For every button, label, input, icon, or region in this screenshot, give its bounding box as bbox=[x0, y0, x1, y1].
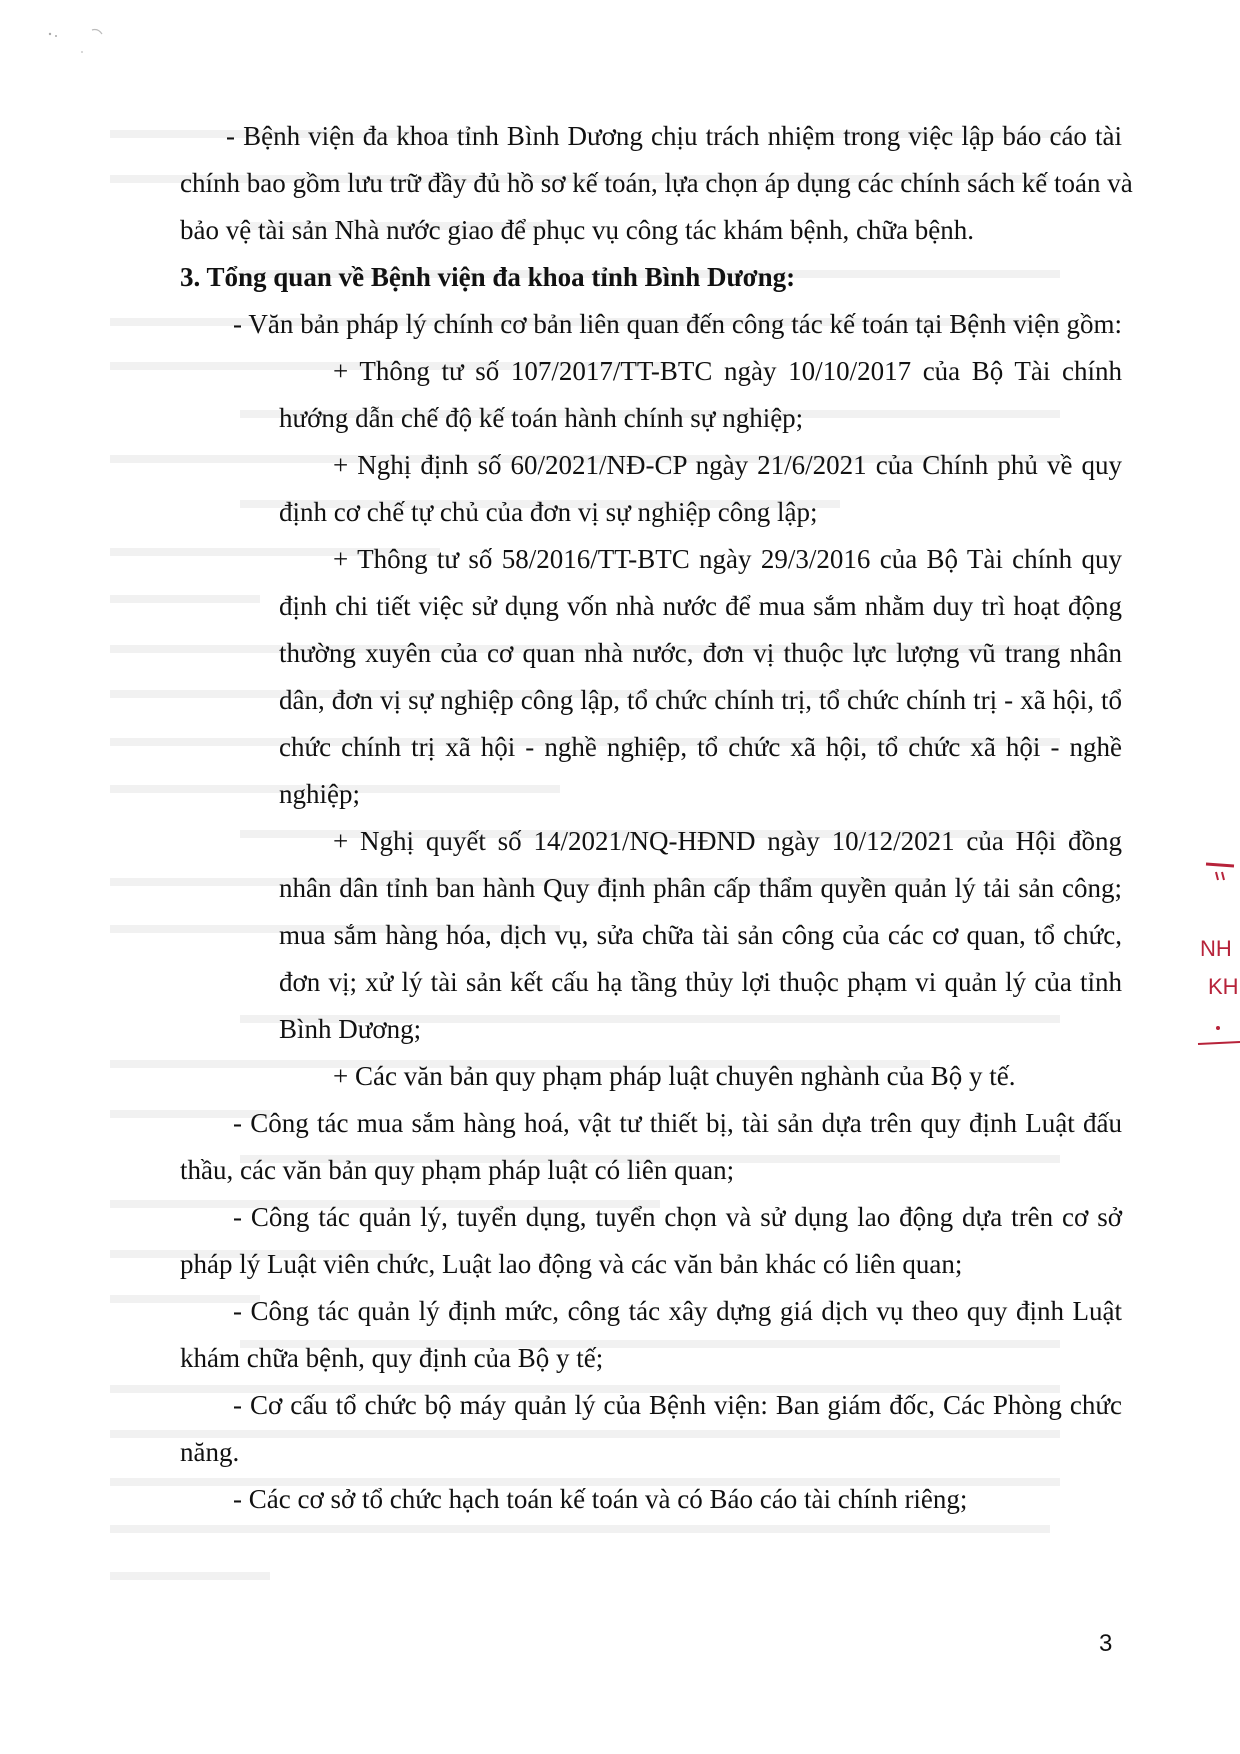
stamp-text: KH bbox=[1208, 974, 1239, 999]
list-item-continued: hướng dẫn chế độ kế toán hành chính sự nghiệp; bbox=[279, 403, 804, 433]
paragraph-line: chính bao gồm lưu trữ đầy đủ hồ sơ kế toán, lựa chọn áp dụng các chính sách kế toán và bbox=[180, 168, 1133, 198]
list-item-continued: định chi tiết việc sử dụng vốn nhà nước để mua sắm nhằm duy trì hoạt động bbox=[279, 591, 1122, 621]
paragraph-line: năng. bbox=[180, 1437, 240, 1467]
list-item-continued: nghiệp; bbox=[279, 779, 360, 809]
list-item: + Thông tư số 107/2017/TT-BTC ngày 10/10/2017 của Bộ Tài chính bbox=[333, 356, 1122, 386]
stamp-text: NH bbox=[1200, 936, 1232, 961]
paragraph-line: - Công tác quản lý định mức, công tác xây dựng giá dịch vụ theo quy định Luật bbox=[233, 1296, 1122, 1326]
paragraph-line: bảo vệ tài sản Nhà nước giao để phục vụ công tác khám bệnh, chữa bệnh. bbox=[180, 215, 975, 245]
paragraph-line: khám chữa bệnh, quy định của Bộ y tế; bbox=[180, 1343, 604, 1373]
paragraph-line: thầu, các văn bản quy phạm pháp luật có liên quan; bbox=[180, 1155, 735, 1185]
paragraph-line: - Văn bản pháp lý chính cơ bản liên quan đến công tác kế toán tại Bệnh viện gồm: bbox=[233, 309, 1122, 339]
list-item-continued: thường xuyên của cơ quan nhà nước, đơn vị thuộc lực lượng vũ trang nhân bbox=[279, 638, 1122, 668]
paragraph-line: - Cơ cấu tổ chức bộ máy quản lý của Bệnh viện: Ban giám đốc, Các Phòng chức bbox=[233, 1390, 1122, 1420]
section-heading: 3. Tổng quan về Bệnh viện đa khoa tỉnh Bình Dương: bbox=[180, 262, 796, 292]
list-item: + Nghị định số 60/2021/NĐ-CP ngày 21/6/2021 của Chính phủ về quy bbox=[333, 450, 1122, 480]
list-item-continued: chức chính trị xã hội - nghề nghiệp, tổ chức xã hội, tổ chức xã hội - nghề bbox=[279, 732, 1122, 762]
paragraph-line: - Bệnh viện đa khoa tỉnh Bình Dương chịu trách nhiệm trong việc lập báo cáo tài bbox=[226, 121, 1122, 151]
list-item-continued: định cơ chế tự chủ của đơn vị sự nghiệp công lập; bbox=[279, 497, 818, 527]
list-item: + Nghị quyết số 14/2021/NQ-HĐND ngày 10/12/2021 của Hội đồng bbox=[333, 826, 1122, 856]
list-item-continued: dân, đơn vị sự nghiệp công lập, tổ chức chính trị, tổ chức chính trị - xã hội, tổ bbox=[279, 685, 1122, 715]
scan-speck bbox=[42, 22, 122, 62]
paragraph-line: - Công tác quản lý, tuyển dụng, tuyển chọn và sử dụng lao động dựa trên cơ sở bbox=[233, 1202, 1122, 1232]
paragraph-line: pháp lý Luật viên chức, Luật lao động và các văn bản khác có liên quan; bbox=[180, 1249, 963, 1279]
list-item-continued: Bình Dương; bbox=[279, 1014, 422, 1044]
margin-stamp bbox=[1196, 860, 1240, 1060]
paragraph-line: - Các cơ sở tổ chức hạch toán kế toán và có Báo cáo tài chính riêng; bbox=[233, 1484, 968, 1514]
stamp-mark-icon bbox=[1196, 1020, 1240, 1050]
list-item-continued: nhân dân tỉnh ban hành Quy định phân cấp thẩm quyền quản lý tải sản công; bbox=[279, 873, 1122, 903]
list-item-continued: mua sắm hàng hóa, dịch vụ, sửa chữa tài sản công của các cơ quan, tổ chức, bbox=[279, 920, 1122, 950]
list-item: + Các văn bản quy phạm pháp luật chuyên nghành của Bộ y tế. bbox=[333, 1061, 1016, 1091]
page-number: 3 bbox=[1099, 1630, 1113, 1657]
list-item: + Thông tư số 58/2016/TT-BTC ngày 29/3/2016 của Bộ Tài chính quy bbox=[333, 544, 1122, 574]
stamp-mark-icon bbox=[1202, 860, 1238, 884]
list-item-continued: đơn vị; xử lý tài sản kết cấu hạ tầng thủy lợi thuộc phạm vi quản lý của tỉnh bbox=[279, 967, 1122, 997]
paragraph-line: - Công tác mua sắm hàng hoá, vật tư thiết bị, tài sản dựa trên quy định Luật đấu bbox=[233, 1108, 1122, 1138]
